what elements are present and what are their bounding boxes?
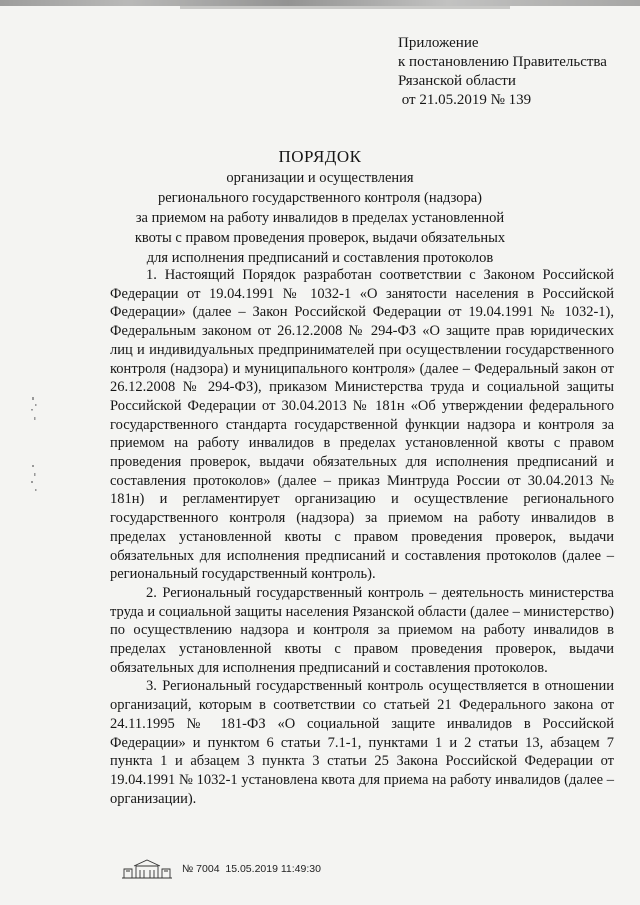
appendix-line: Приложение <box>398 35 479 51</box>
appendix-line: к постановлению Правительства <box>398 54 607 70</box>
subtitle-line: регионального государственного контроля (надзора) <box>158 190 482 206</box>
scan-noise-marks <box>28 395 40 505</box>
subtitle-line: за приемом на работу инвалидов в пределах установленной <box>135 210 505 226</box>
registration-footer <box>118 858 321 880</box>
document-title: ПОРЯДОК <box>278 147 362 166</box>
subtitle-line: для исполнения предписаний и составления протоколов <box>146 250 494 266</box>
paragraph-2: 2. Региональный государственный контроль – деятельность министерства труда и социальной защиты населения Рязанской области (далее – министерство) по осуществлению надзора и контроля за приемом на работу инвалидов в пределах установленной квоты с правом проведения проверок, выдачи обязательных для исполнения предписаний и составления протоколов. <box>110 584 614 676</box>
appendix-line: от 21.05.2019 № 139 <box>398 92 532 108</box>
registration-number: № 7004 15.05.2019 11:49:30 <box>182 863 321 875</box>
building-stamp-icon <box>118 858 176 880</box>
paragraph-1: 1. Настоящий Порядок разработан соответствии с Законом Российской Федерации от 19.04.1991 № 1032-1 «О занятости населения в Российской Федерации» (далее – Закон Российской Федерации от 19.04.1991 № 1032-1), Федеральным законом от 26.12.2008 № 294-ФЗ «О защите прав юридических лиц и индивидуальных предпринимателей при осуществлении государственного контроля (надзора) и муниципального контроля» (далее – Федеральный закон от 26.12.2008 № 294-ФЗ), приказом Министерства труда и социальной защиты Российской Федерации от 30.04.2013 № 181н «Об утверждении федерального государственного стандарта государственной функции надзора и контроля за приемом на работу инвалидов в пределах установленной квоты с правом проведения проверок, выдачи обязательных для исполнения предписаний и составления протоколов» (далее – приказ Минтруда России от 30.04.2013 № 181н) и регламентирует организацию и осуществление регионального государственного контроля (надзора) за приемом на работу инвалидов в пределах установленной квоты с правом проведения проверок, выдачи обязательных для исполнения предписаний и составления протоколов (далее – региональный государственный контроль). <box>110 267 614 583</box>
appendix-line: Рязанской области <box>398 73 516 89</box>
appendix-block <box>398 34 607 110</box>
paragraph-3: 3. Региональный государственный контроль осуществляется в отношении организаций, которым в соответствии со статьей 21 Федерального закона от 24.11.1995 № 181-ФЗ «О социальной защите инвалидов в Российской Федерации» и пунктом 6 статьи 7.1-1, пунктами 1 и 2 статьи 13, абзацем 7 пункта 1 и абзацем 3 пункта 3 статьи 25 Закона Российской Федерации от 19.04.1991 № 1032-1 установлена квота для приема на работу инвалидов (далее – организации). <box>110 678 614 807</box>
subtitle-line: организации и осуществления <box>226 170 414 186</box>
subtitle-line: квоты с правом проведения проверок, выдачи обязательных <box>134 230 506 246</box>
document-heading <box>0 146 640 268</box>
scan-edge-artifact <box>180 6 510 9</box>
document-body <box>110 266 614 808</box>
